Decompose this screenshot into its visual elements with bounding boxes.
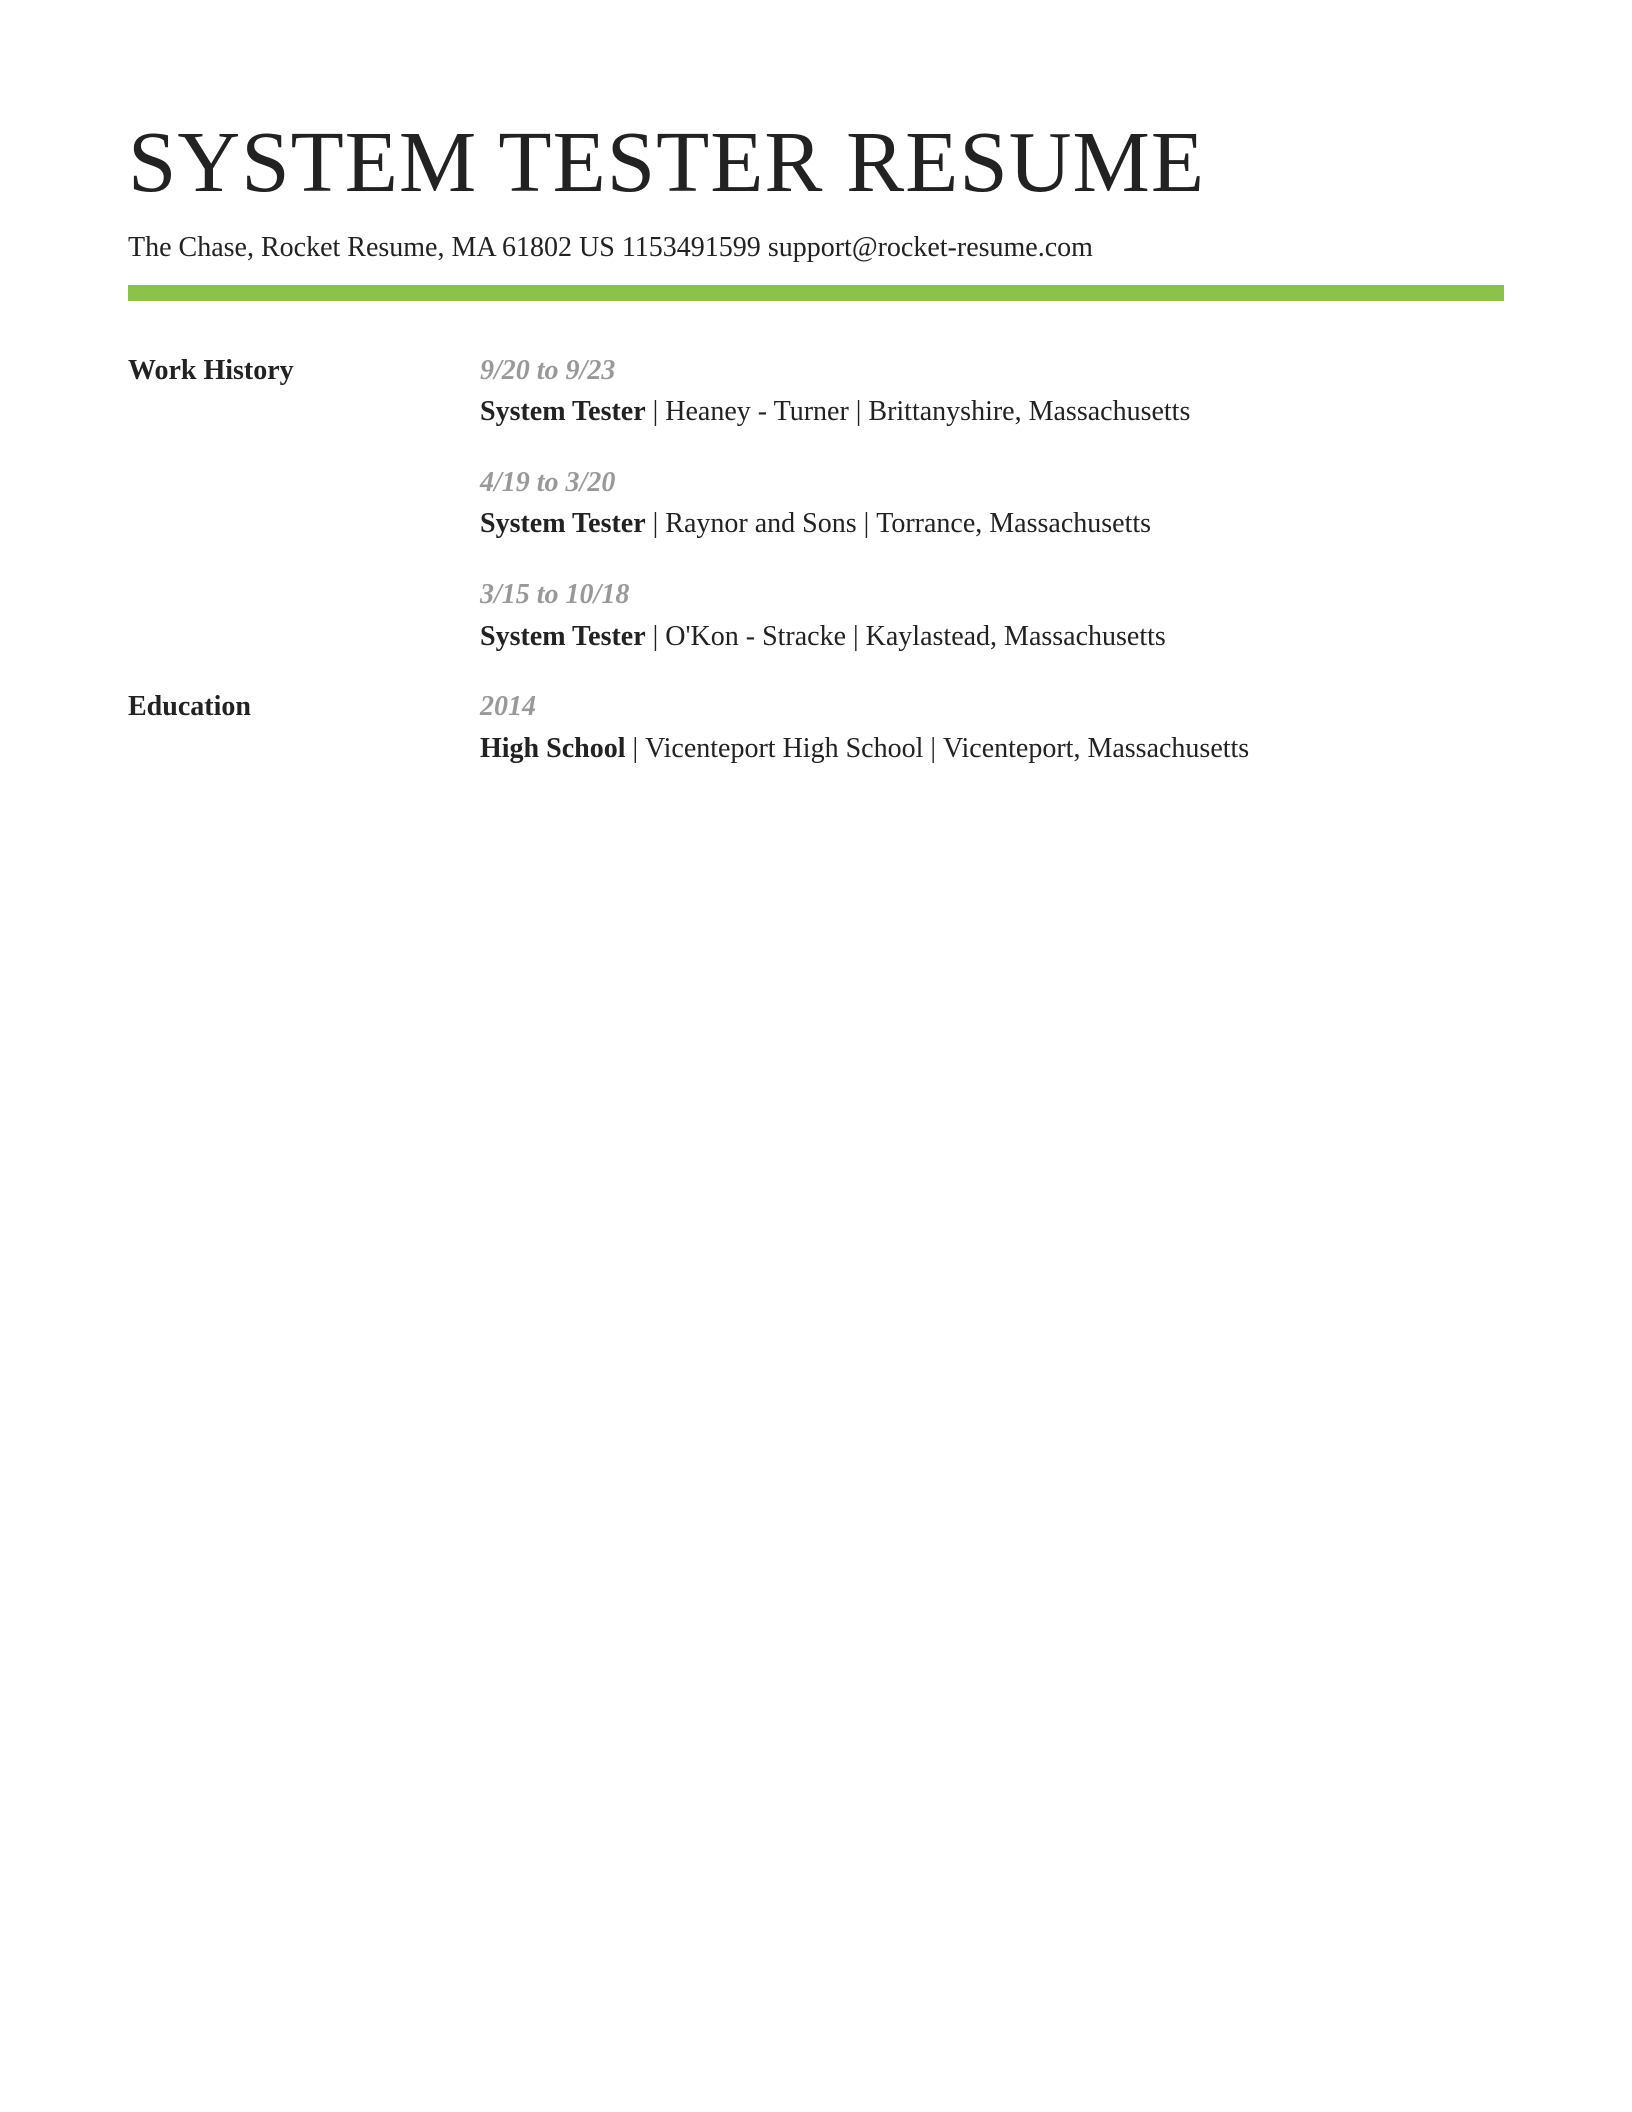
- separator: |: [652, 396, 659, 428]
- entry-organization: Vicenteport High School: [645, 732, 924, 764]
- education-entry: [480, 690, 1504, 765]
- entry-role: System Tester: [480, 620, 646, 652]
- entry-role: System Tester: [480, 508, 646, 540]
- work-entry: [480, 578, 1504, 653]
- section-work-history: [128, 354, 1504, 654]
- separator: |: [855, 396, 862, 428]
- entry-role: System Tester: [480, 396, 646, 428]
- entry-date: 4/19 to 3/20: [480, 466, 616, 498]
- separator: |: [863, 508, 870, 540]
- section-label-work-history: Work History: [128, 354, 294, 386]
- separator: |: [632, 732, 639, 764]
- section-education: [128, 690, 1504, 765]
- separator: |: [652, 508, 659, 540]
- work-entry: [480, 354, 1504, 429]
- separator: |: [652, 620, 659, 652]
- entry-location: Vicenteport, Massachusetts: [942, 732, 1250, 764]
- entry-details: [480, 507, 1504, 541]
- work-entry: [480, 466, 1504, 541]
- resume-page: [128, 113, 1504, 765]
- entry-details: [480, 732, 1504, 766]
- entry-role: High School: [480, 732, 626, 764]
- separator: |: [853, 620, 859, 652]
- contact-line: [128, 231, 1504, 265]
- section-label-education: Education: [128, 691, 251, 723]
- entry-date: 2014: [480, 691, 536, 723]
- entry-organization: Heaney - Turner: [665, 396, 849, 428]
- accent-divider: [128, 285, 1504, 301]
- education-entries: [480, 690, 1504, 765]
- contact-phone: 1153491599: [621, 232, 761, 263]
- entry-date: 9/20 to 9/23: [480, 354, 616, 386]
- entry-location: Torrance, Massachusetts: [876, 508, 1152, 540]
- work-history-entries: [480, 354, 1504, 654]
- entry-location: Brittanyshire, Massachusetts: [868, 396, 1191, 428]
- resume-title: SYSTEM TESTER RESUME: [128, 113, 1206, 210]
- entry-organization: Raynor and Sons: [665, 508, 857, 540]
- entry-location: Kaylastead, Massachusetts: [865, 620, 1166, 652]
- contact-email[interactable]: support@rocket-resume.com: [767, 232, 1093, 263]
- entry-date: 3/15 to 10/18: [480, 578, 630, 610]
- entry-details: [480, 620, 1504, 654]
- separator: |: [930, 732, 936, 764]
- entry-organization: O'Kon - Stracke: [665, 620, 847, 652]
- entry-details: [480, 395, 1504, 429]
- contact-address: The Chase, Rocket Resume, MA 61802 US: [128, 232, 615, 263]
